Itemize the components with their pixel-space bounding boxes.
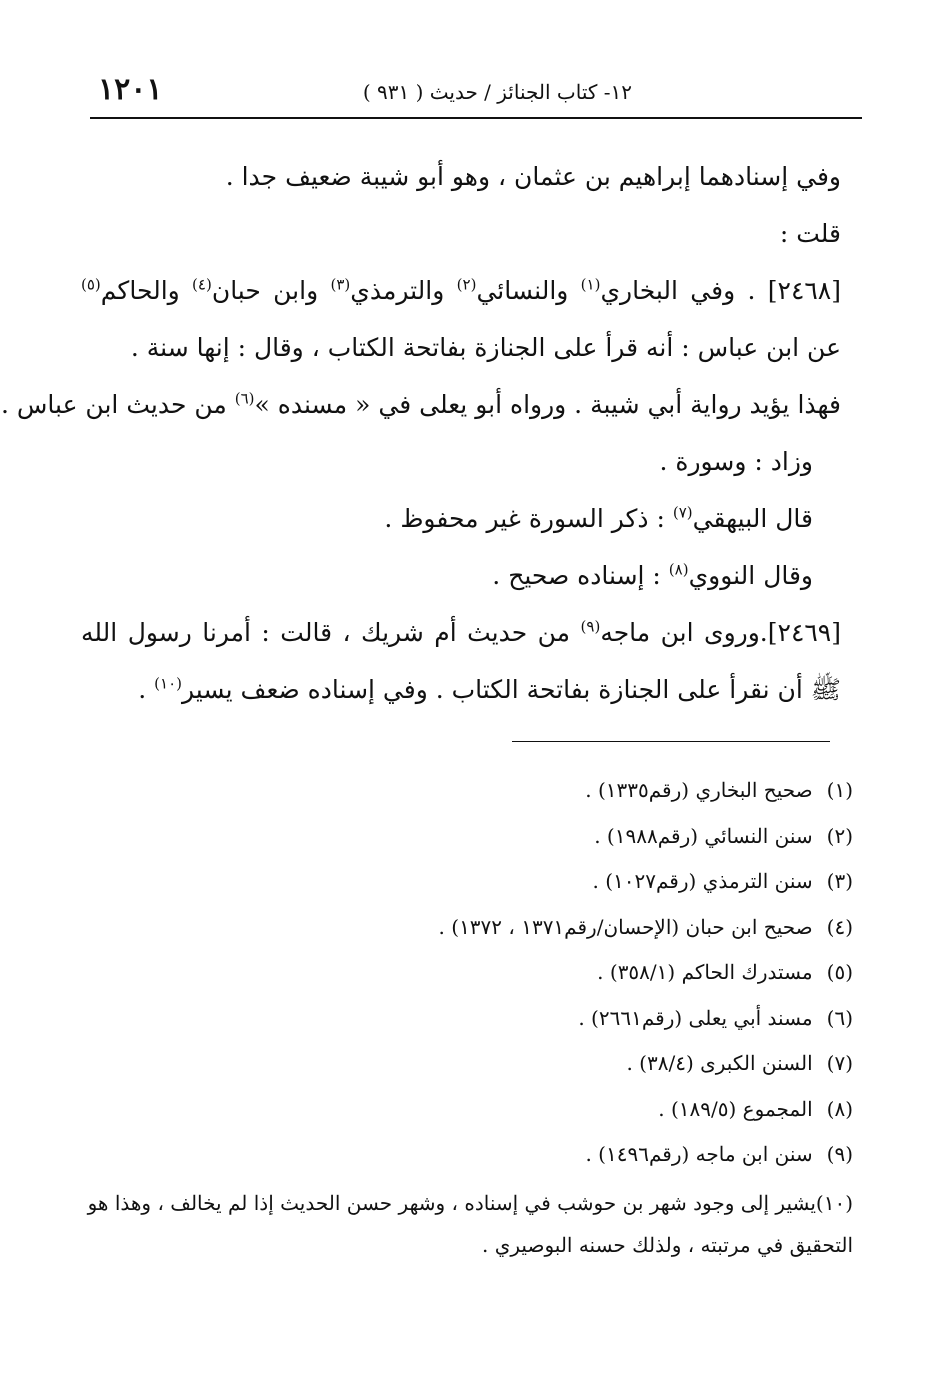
footnote-7 <box>73 1041 853 1087</box>
footnote-ref-4[interactable]: (٤) <box>192 275 212 294</box>
footnote-text: سنن الترمذي (رقم١٠٢٧) . <box>592 869 813 893</box>
footnote-number: (١) <box>826 778 853 802</box>
footnote-8 <box>73 1087 853 1133</box>
footnote-ref-2[interactable]: (٢) <box>456 275 477 294</box>
paragraph-text: والحاكم <box>100 276 193 305</box>
paragraph-2469 <box>81 604 841 718</box>
footnote-text: سنن ابن ماجه (رقم١٤٩٦) . <box>585 1142 813 1166</box>
paragraph-text: من حديث ابن عباس . <box>1 390 235 419</box>
footnote-text: السنن الكبرى (٣٨/٤) . <box>626 1051 813 1075</box>
paragraph-text: [٢٤٦٨] . وفي البخاري <box>600 276 841 305</box>
footnote-ref-1[interactable]: (١) <box>580 275 601 294</box>
paragraph-4 <box>1 376 841 433</box>
page-number: ١٢٠١ <box>98 72 163 107</box>
paragraph-text: : إسناده صحيح . <box>492 561 669 590</box>
footnote-text: مسند أبي يعلى (رقم٢٦٦١) . <box>578 1005 813 1030</box>
paragraph-text: والترمذي <box>350 276 457 305</box>
footnote-3 <box>73 859 853 905</box>
footnote-text: المجموع (١٨٩/٥) . <box>658 1096 813 1121</box>
footnote-text: صحيح البخاري (رقم١٣٣٥) . <box>585 778 813 802</box>
paragraph-text: [٢٤٦٩].وروى ابن ماجه <box>600 618 841 647</box>
footnote-separator <box>512 741 830 742</box>
footnote-ref-9[interactable]: (٩) <box>580 617 601 636</box>
paragraph-text: وابن حبان <box>211 276 331 305</box>
running-head: ١٢- كتاب الجنائز / حديث ( ٩٣١ ) <box>362 80 632 104</box>
header-rule <box>90 117 862 119</box>
paragraph-text: : ذكر السورة غير محفوظ . <box>384 504 673 533</box>
paragraph-text: وقال النووي <box>688 561 813 590</box>
footnote-1 <box>73 768 853 814</box>
footnote-text: يشير إلى وجود شهر بن حوشب في إسناده ، وشهر حسن الحديث إذا لم يخالف ، وهذا هو التحقيق في مرتبته ، ولذلك حسنه البوصيري . <box>87 1190 853 1257</box>
footnote-ref-7[interactable]: (٧) <box>672 503 693 522</box>
page-header <box>90 72 862 112</box>
paragraph-text: من حديث أم شريك ، قالت : أمرنا رسول الله ﷺ أن نقرأ على الجنازة بفاتحة الكتاب . وفي إسناده ضعف يسير <box>81 618 841 704</box>
paragraph-5: وزاد : وسورة . <box>659 447 813 476</box>
footnotes <box>73 768 853 1266</box>
footnote-ref-5[interactable]: (٥) <box>81 275 101 294</box>
footnote-number: (٧) <box>826 1051 853 1075</box>
paragraph-2468 <box>81 262 841 376</box>
footnote-number: (٨) <box>826 1096 853 1121</box>
paragraph-text: قال البيهقي <box>692 504 813 533</box>
footnote-number: (١٠) <box>815 1190 853 1215</box>
paragraph-7 <box>81 547 841 604</box>
footnote-number: (٣) <box>826 869 853 893</box>
paragraph-text: فهذا يؤيد رواية أبي شيبة . ورواه أبو يعلى في « مسنده » <box>254 390 841 419</box>
footnote-ref-10[interactable]: (١٠) <box>154 674 183 693</box>
footnote-ref-6[interactable]: (٦) <box>234 389 255 408</box>
main-text <box>1 148 841 718</box>
paragraph-2: قلت : <box>779 219 841 248</box>
footnote-text: صحيح ابن حبان (الإحسان/رقم١٣٧١ ، ١٣٧٢) . <box>438 914 813 939</box>
paragraph-text: عن ابن عباس : أنه قرأ على الجنازة بفاتحة الكتاب ، وقال : إنها سنة . <box>130 333 841 362</box>
paragraph-text: . <box>138 675 155 704</box>
footnote-ref-3[interactable]: (٣) <box>330 275 351 294</box>
footnote-6 <box>73 996 853 1042</box>
footnote-2 <box>73 814 853 860</box>
paragraph-6 <box>81 490 841 547</box>
footnote-ref-8[interactable]: (٨) <box>668 560 689 579</box>
footnote-number: (٥) <box>826 960 853 984</box>
footnote-number: (٢) <box>826 823 853 848</box>
footnote-10 <box>73 1182 853 1266</box>
footnote-5 <box>73 950 853 996</box>
footnote-text: مستدرك الحاكم (٣٥٨/١) . <box>597 960 813 984</box>
footnote-number: (٤) <box>826 914 853 939</box>
footnote-9 <box>73 1132 853 1178</box>
paragraph-1: وفي إسنادهما إبراهيم بن عثمان ، وهو أبو شيبة ضعيف جدا . <box>225 162 841 191</box>
footnote-text: سنن النسائي (رقم١٩٨٨) . <box>594 823 813 848</box>
paragraph-text: والنسائي <box>476 276 581 305</box>
footnote-number: (٩) <box>826 1142 853 1166</box>
footnote-number: (٦) <box>826 1005 853 1030</box>
footnote-4 <box>73 905 853 951</box>
